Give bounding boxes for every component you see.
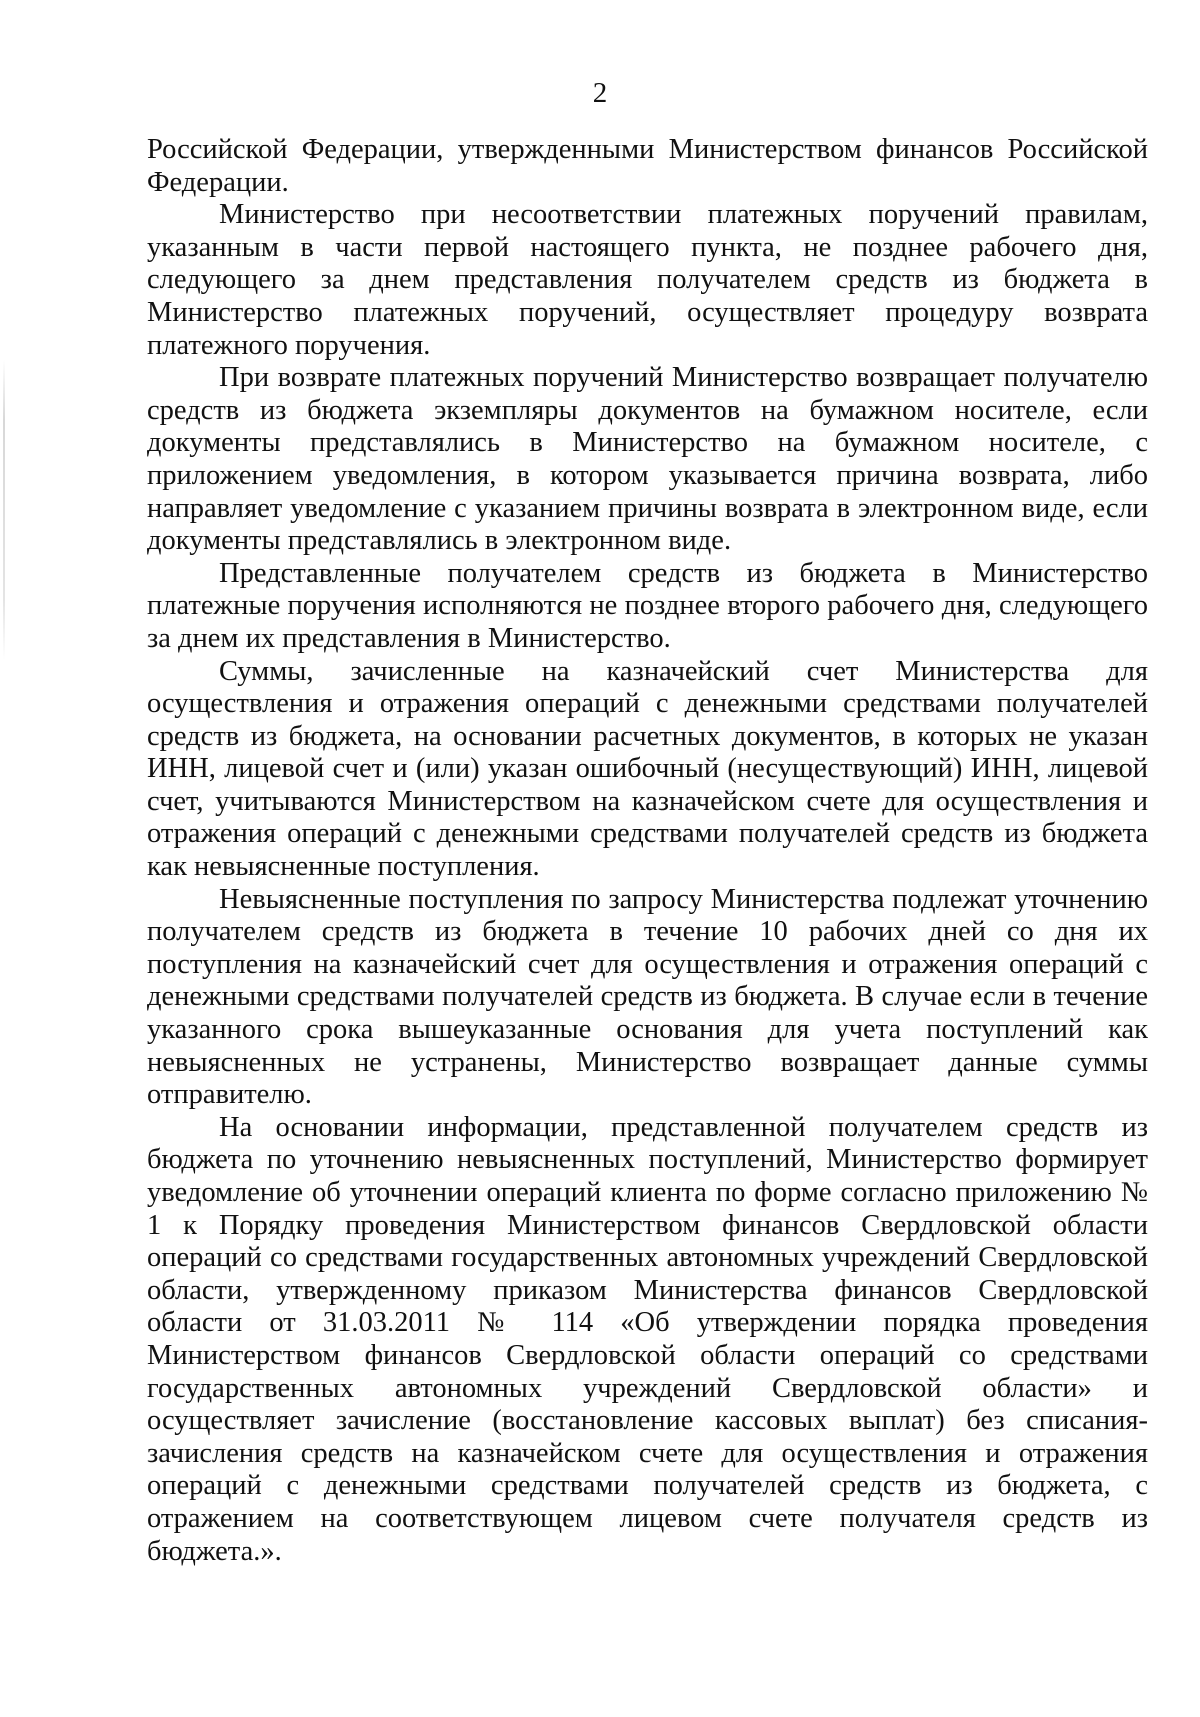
- paragraph-unidentified-amounts: Суммы, зачисленные на казначейский счет Министерства для осуществления и отражения операций с денежными средствами получателей средств из бюджета, на основании расчетных документов, в которых не указан ИНН, лицевой счет и (или) указан ошибочный (несуществующий) ИНН, лицевой счет, учитываются Министерством на казначейском счете для осуществления и отражения операций с денежными средствами получателей средств из бюджета как невыясненные поступления.: [147, 655, 1148, 883]
- paragraph-notification: На основании информации, представленной получателем средств из бюджета по уточнению невыясненных поступлений, Министерство формирует уведомление об уточнении операций клиента по форме согласно приложению № 1 к Порядку проведения Министерством финансов Свердловской области операций со средствами государственных автономных учреждений Свердловской области, утвержденному приказом Министерства финансов Свердловской области от 31.03.2011 № 114 «Об утверждении порядка проведения Министерством финансов Свердловской области операций со средствами государственных автономных учреждений Свердловской области» и осуществляет зачисление (восстановление кассовых выплат) без списания-зачисления средств на казначейском счете для осуществления и отражения операций с денежными средствами получателей средств из бюджета, с отражением на соответствующем лицевом счете получателя средств из бюджета.».: [147, 1111, 1148, 1567]
- page-number: 2: [592, 77, 608, 109]
- paragraph-continuation: Российской Федерации, утвержденными Министерством финансов Российской Федерации.: [147, 134, 1148, 198]
- paragraph-return-procedure: Министерство при несоответствии платежных поручений правилам, указанным в части первой настоящего пункта, не позднее рабочего дня, следующего за днем представления получателем средств из бюджета в Министерство платежных поручений, осуществляет процедуру возврата платежного поручения.: [147, 199, 1148, 361]
- paragraph-clarification: Невыясненные поступления по запросу Министерства подлежат уточнению получателем средств из бюджета в течение 10 рабочих дней со дня их поступления на казначейский счет для осуществления и отражения операций с денежными средствами получателей средств из бюджета. В случае если в течение указанного срока вышеуказанные основания для учета поступлений как невыясненных не устранены, Министерство возвращает данные суммы отправителю.: [147, 883, 1148, 1111]
- document-body: [147, 134, 1148, 1568]
- scan-edge-shadow: [3, 360, 5, 660]
- paragraph-execution-term: Представленные получателем средств из бюджета в Министерство платежные поручения исполняются не позднее второго рабочего дня, следующего за днем их представления в Министерство.: [147, 557, 1148, 654]
- paragraph-return-documents: При возврате платежных поручений Министерство возвращает получателю средств из бюджета экземпляры документов на бумажном носителе, если документы представлялись в Министерство на бумажном носителе, с приложением уведомления, в котором указывается причина возврата, либо направляет уведомление с указанием причины возврата в электронном виде, если документы представлялись в электронном виде.: [147, 362, 1148, 557]
